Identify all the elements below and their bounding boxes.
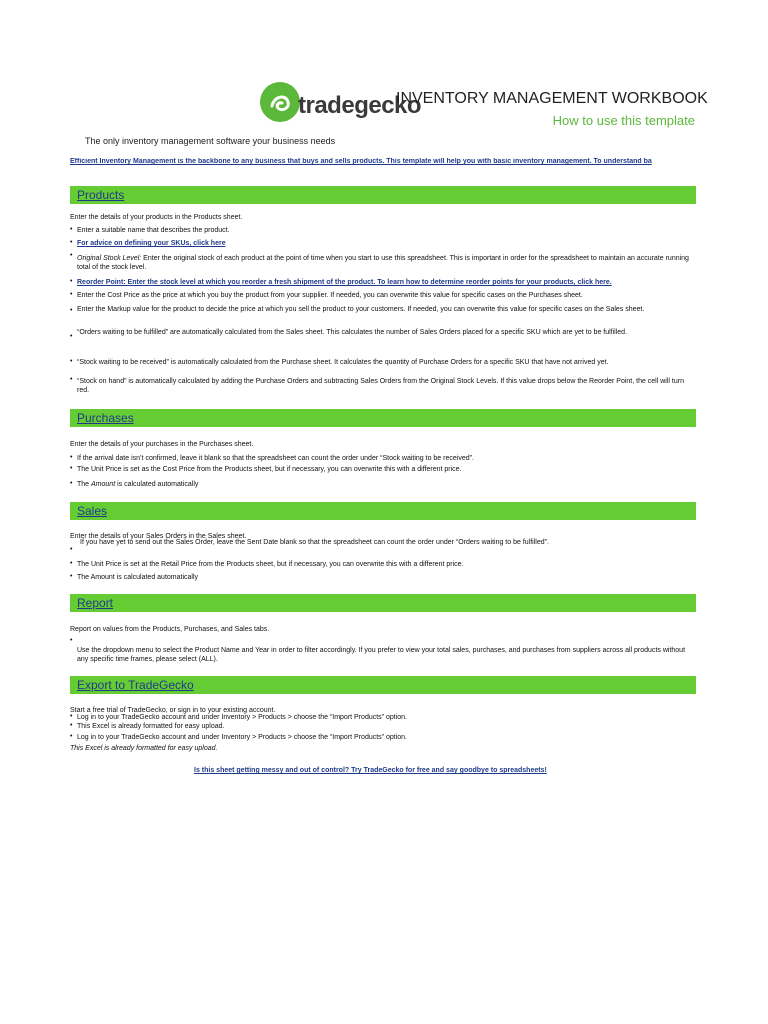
products-lead: Enter the details of your products in the Products sheet.	[70, 214, 243, 221]
bullet-icon: •	[70, 722, 73, 729]
sales-lead: Enter the details of your Sales Orders in the Sales sheet.	[70, 533, 247, 540]
tradegecko-logo	[260, 82, 422, 126]
bullet-icon: •	[70, 573, 73, 580]
products-item-7: “Orders waiting to be fulfilled” are automatically calculated from the Sales sheet. This calculates the number of Sales Orders placed for a specific SKU which are yet to be fulfilled.	[77, 329, 628, 336]
sales-item-3: The Amount is calculated automatically	[77, 574, 199, 581]
report-section-header	[70, 594, 696, 612]
bullet-icon: •	[70, 226, 73, 233]
amount-label: Amount	[91, 481, 116, 488]
products-item-9: “Stock on hand” is automatically calculated by adding the Purchase Orders and subtracting Sales Orders from the Original Stock Levels. If this value drops below the Reorder Point, the cell will turn red.	[77, 378, 684, 394]
reorder-point-link[interactable]: Reorder Point: Enter the stock level at which you reorder a fresh shipment of the product. To learn how to determine reorder points for your products, click here.	[77, 279, 612, 286]
bullet-icon: •	[70, 307, 73, 314]
products-item-8: “Stock waiting to be received” is automatically calculated from the Purchase sheet. It calculates the quantity of Purchase Orders for a specific SKU that have not arrived yet.	[77, 359, 609, 366]
tagline: The only inventory management software your business needs	[85, 136, 336, 146]
bullet-icon: •	[70, 252, 73, 259]
bullet-icon: •	[70, 560, 73, 567]
gecko-icon	[260, 82, 300, 122]
bullet-icon: •	[70, 333, 73, 340]
page-subtitle: How to use this template	[552, 113, 695, 128]
bullet-icon: •	[70, 376, 73, 383]
bullet-icon: •	[70, 733, 73, 740]
products-section-header	[70, 186, 696, 204]
bullet-icon: •	[70, 713, 73, 720]
bullet-icon: •	[70, 637, 73, 644]
purchases-lead: Enter the details of your purchases in the Purchases sheet.	[70, 441, 254, 448]
page-title: INVENTORY MANAGEMENT WORKBOOK	[396, 90, 708, 107]
sales-item-1: If you have yet to send out the Sales Order, leave the Sent Date blank so that the spreadsheet can count the order under “Orders waiting to be fulfilled”.	[80, 539, 549, 546]
export-section-header	[70, 676, 696, 694]
products-item-3	[77, 254, 697, 272]
sales-item-2: The Unit Price is set at the Retail Price from the Products sheet, but if necessary, you can overwrite this with a different price.	[77, 561, 464, 568]
purchases-item-3	[77, 480, 697, 489]
products-heading[interactable]: Products	[77, 188, 125, 202]
report-item-1: Use the dropdown menu to select the Product Name and Year in order to filter accordingly. If you prefer to view your total sales, purchases, and purchases from suppliers across all products without any specific time frames, please select (ALL).	[77, 647, 686, 663]
bullet-icon: •	[70, 278, 73, 285]
purchases-item-2: The Unit Price is set as the Cost Price from the Products sheet, but if necessary, you can overwrite this with a different price.	[77, 466, 462, 473]
sku-advice-link[interactable]: For advice on defining your SKUs, click here	[77, 240, 226, 247]
report-heading[interactable]: Report	[77, 596, 114, 610]
bullet-icon: •	[70, 358, 73, 365]
report-lead: Report on values from the Products, Purchases, and Sales tabs.	[70, 626, 270, 633]
export-item-2: This Excel is already formatted for easy upload.	[77, 723, 225, 730]
export-item-1: Log in to your TradeGecko account and under Inventory > Products > choose the “Import Products” option.	[77, 714, 407, 721]
purchases-item-1: If the arrival date isn’t confirmed, leave it blank so that the spreadsheet can count the order under “Stock waiting to be received”.	[77, 455, 474, 462]
export-item-3: Log in to your TradeGecko account and under Inventory > Products > choose the “Import Products” option.	[77, 734, 407, 741]
bullet-icon: •	[70, 546, 73, 553]
sales-heading[interactable]: Sales	[77, 504, 108, 518]
purchases-item-3-text: is calculated automatically	[117, 481, 199, 488]
bullet-icon: •	[70, 480, 73, 487]
export-heading[interactable]: Export to TradeGecko	[77, 678, 194, 692]
intro-text[interactable]: Efficient Inventory Management is the backbone to any business that buys and sells products. This template will help you with basic inventory management. To understand ba	[70, 158, 652, 165]
products-item-5: Enter the Cost Price as the price at which you buy the product from your supplier. If needed, you can overwrite this value for specific cases on the Purchases sheet.	[77, 292, 583, 299]
bullet-icon: •	[70, 454, 73, 461]
the-label: The	[77, 481, 90, 488]
export-note: This Excel is already formatted for easy upload.	[70, 745, 218, 752]
export-lead: Start a free trial of TradeGecko, or sign in to your existing account.	[70, 707, 276, 714]
products-item-6: Enter the Markup value for the product to decide the price at which you sell the product to your customers. If needed, you can overwrite this value for specific cases on the Sales sheet.	[77, 306, 645, 313]
tradegecko-cta-link[interactable]: Is this sheet getting messy and out of control? Try TradeGecko for free and say goodbye to spreadsheets!	[194, 767, 547, 774]
products-item-3-text: Enter the original stock of each product at the point of time when you start to use this spreadsheet. This is important in order for the spreadsheet to maintain an accurate running total of the stock level.	[77, 255, 689, 271]
purchases-heading[interactable]: Purchases	[77, 411, 134, 425]
bullet-icon: •	[70, 291, 73, 298]
original-stock-label: Original Stock Level:	[77, 255, 142, 262]
logo-wordmark: tradegecko	[298, 92, 422, 119]
bullet-icon: •	[70, 465, 73, 472]
sales-section-header	[70, 502, 696, 520]
bullet-icon: •	[70, 239, 73, 246]
products-item-1: Enter a suitable name that describes the product.	[77, 227, 230, 234]
purchases-section-header	[70, 409, 696, 427]
